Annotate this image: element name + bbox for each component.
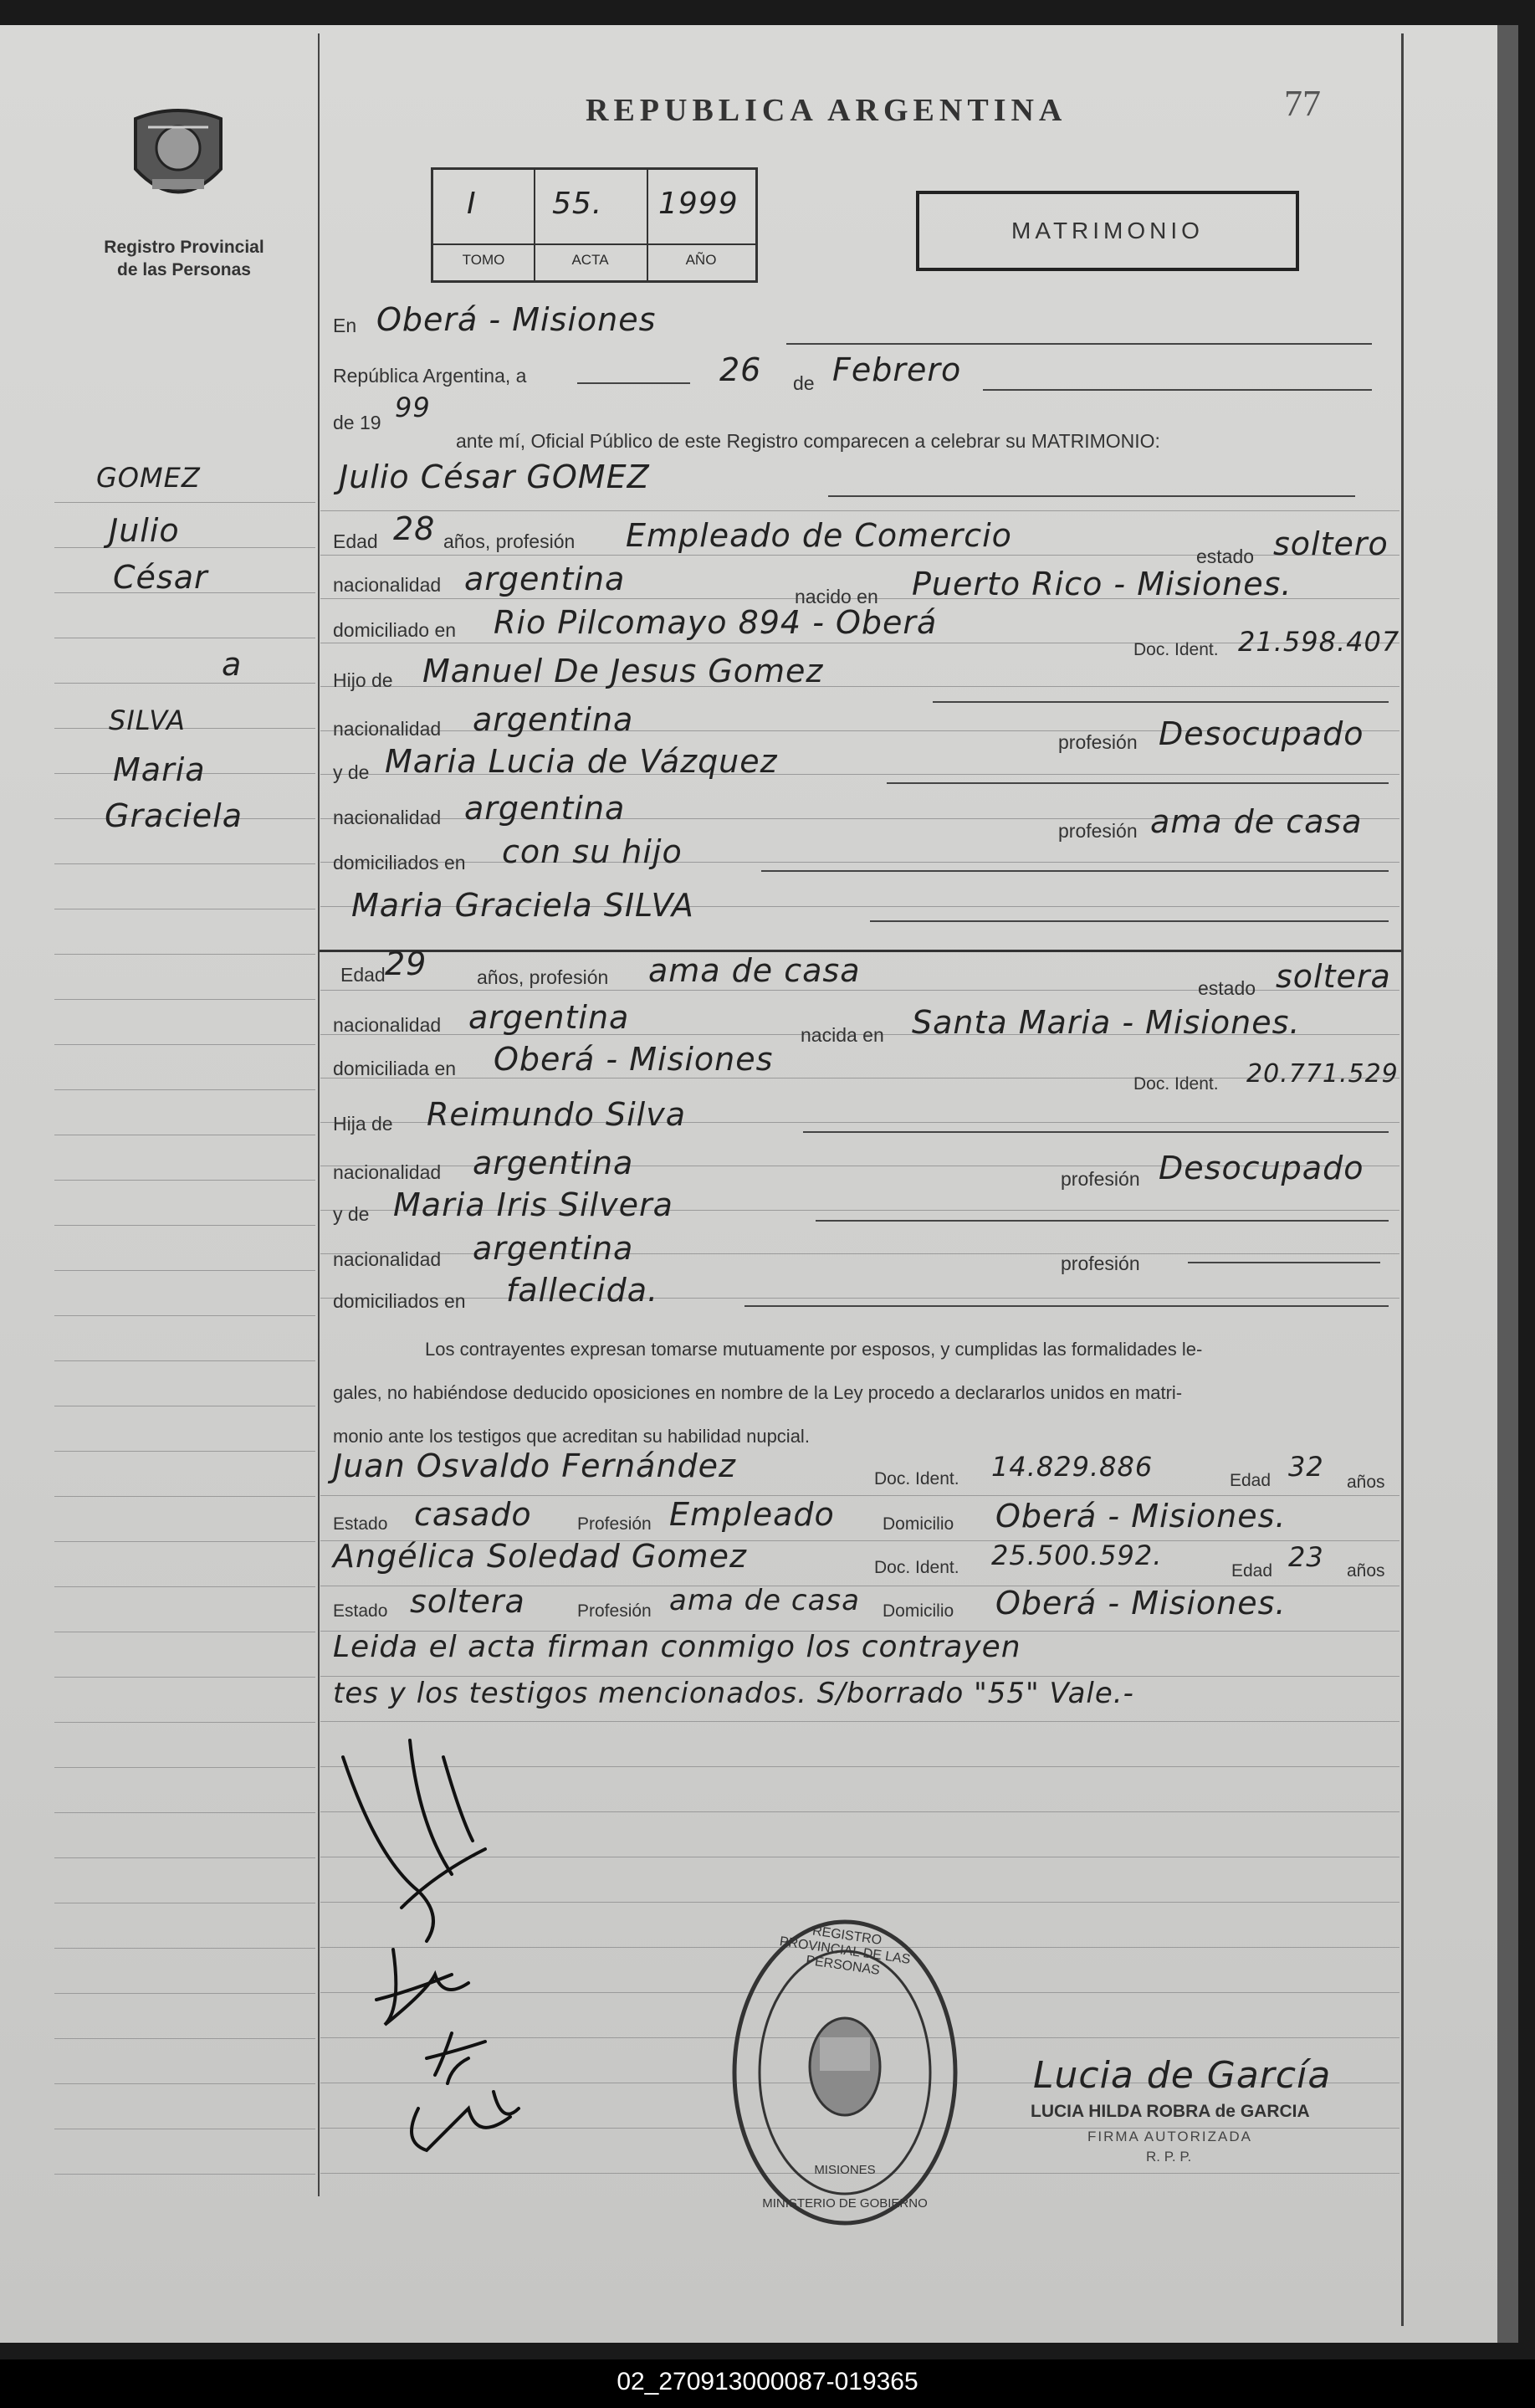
tomo-label: TOMO — [433, 243, 534, 269]
margin-rule — [54, 1812, 315, 1813]
margin-rule — [54, 1044, 315, 1045]
blank-line — [577, 382, 690, 384]
bride-mother-prof-label: profesión — [1061, 1253, 1140, 1274]
witness2-doc: 25.500.592. — [991, 1540, 1163, 1571]
margin-given2b: Graciela — [105, 797, 243, 834]
witness2-dom-label: Domicilio — [883, 1601, 954, 1621]
witness2-age: 23 — [1288, 1541, 1324, 1573]
groom-profession-label: años, profesión — [443, 530, 576, 552]
groom-father-profession: Desocupado — [1159, 715, 1364, 752]
right-border — [1401, 33, 1404, 2326]
margin-surname1: GOMEZ — [96, 462, 201, 494]
witness1-doc: 14.829.886 — [991, 1451, 1154, 1483]
witness2-anios-label: años — [1347, 1561, 1385, 1581]
margin-conj: a — [222, 646, 243, 683]
groom-nationality: argentina — [464, 561, 626, 597]
groom-father-nat-label: nacionalidad — [333, 718, 442, 740]
groom-father: Manuel De Jesus Gomez — [422, 653, 824, 689]
record-id-box — [431, 167, 758, 283]
bride-mother-nationality: argentina — [473, 1230, 634, 1267]
bride-status: soltera — [1276, 958, 1391, 995]
month: Febrero — [832, 351, 962, 388]
margin-given1b: César — [113, 559, 208, 596]
declaration-line1: Los contrayentes expresan tomarse mutuamente por esposos, y cumplidas las formalidades le- — [425, 1339, 1203, 1360]
bride-nacida-label: nacida en — [801, 1024, 884, 1046]
statement: ante mí, Oficial Público de este Registro comparecen a celebrar su MATRIMONIO: — [456, 430, 1160, 452]
margin-rule — [54, 1677, 315, 1678]
margin-rule — [54, 1948, 315, 1949]
groom-dom-label: domiciliado en — [333, 619, 457, 641]
book-edge — [1497, 25, 1518, 2343]
margin-rule — [54, 1496, 315, 1497]
groom-profession: Empleado de Comercio — [626, 517, 1012, 554]
groom-birthplace: Puerto Rico - Misiones. — [912, 566, 1292, 602]
bride-mother-nat-label: nacionalidad — [333, 1248, 442, 1270]
margin-rule — [54, 863, 315, 864]
groom-mother-prof-label: profesión — [1058, 820, 1138, 842]
registry-label: Registro Provincial de las Personas — [104, 238, 264, 279]
blank-line — [761, 870, 1389, 872]
margin-rule — [54, 1722, 315, 1723]
ruled-line — [320, 1721, 1399, 1722]
margin-rule — [54, 1089, 315, 1090]
groom-nat-label: nacionalidad — [333, 574, 442, 596]
witness1-edad-label: Edad — [1230, 1471, 1271, 1490]
groom-status: soltero — [1273, 525, 1389, 562]
groom-hijo-label: Hijo de — [333, 669, 393, 691]
bride-father-nat-label: nacionalidad — [333, 1161, 442, 1183]
witness2-address: Oberá - Misiones. — [995, 1585, 1287, 1622]
blank-line — [786, 343, 1372, 345]
witness2-edad-label: Edad — [1231, 1561, 1273, 1581]
seal-inner-text: MISIONES — [814, 2163, 876, 2177]
margin-rule — [54, 547, 315, 548]
margin-rule — [54, 1225, 315, 1226]
bride-profession: ama de casa — [648, 952, 861, 989]
bride-doc-label: Doc. Ident. — [1133, 1074, 1219, 1094]
margin-surname2: SILVA — [109, 704, 186, 736]
margin-rule — [54, 1857, 315, 1858]
witness1-name: Juan Osvaldo Fernández — [333, 1447, 736, 1484]
tomo-value: I — [467, 187, 477, 221]
official-signature: Lucia de García — [1033, 2054, 1332, 2097]
groom-mother-profession: ama de casa — [1150, 803, 1363, 840]
margin-rule — [54, 1270, 315, 1271]
bride-nat-label: nacionalidad — [333, 1014, 442, 1036]
bride-birthplace: Santa Maria - Misiones. — [912, 1004, 1301, 1041]
bride-address: Oberá - Misiones — [494, 1041, 774, 1078]
groom-parents-dom-label: domiciliados en — [333, 852, 466, 874]
witness1-prof-label: Profesión — [577, 1514, 652, 1534]
bride-estado-label: estado — [1198, 977, 1256, 999]
ruled-line — [320, 862, 1399, 863]
year-prefix: de 19 — [333, 412, 381, 433]
acta-cell — [534, 170, 648, 280]
blank-line — [983, 389, 1372, 391]
bride-father-profession: Desocupado — [1159, 1150, 1364, 1186]
bride-nationality: argentina — [468, 999, 630, 1036]
acta-label: ACTA — [534, 243, 647, 269]
en-label: En — [333, 315, 357, 336]
ano-label: AÑO — [647, 243, 755, 269]
groom-address: Rio Pilcomayo 894 - Oberá — [494, 604, 938, 641]
witness1-profession: Empleado — [669, 1496, 835, 1533]
ano-cell — [647, 170, 755, 280]
margin-rule — [54, 1586, 315, 1587]
bride-yde-label: y de — [333, 1203, 370, 1225]
groom-nacido-label: nacido en — [795, 586, 878, 607]
groom-doc: 21.598.407 — [1238, 626, 1400, 658]
witness2-estado-label: Estado — [333, 1601, 388, 1621]
de-label: de — [793, 372, 815, 394]
witness1-doc-label: Doc. Ident. — [874, 1469, 959, 1488]
margin-rule — [54, 1315, 315, 1316]
groom-mother-nat-label: nacionalidad — [333, 807, 442, 828]
day: 26 — [719, 351, 762, 388]
tomo-cell — [433, 170, 535, 280]
seal-ring-text: REGISTRO PROVINCIAL DE LAS PERSONAS — [778, 1924, 912, 1978]
groom-doc-label: Doc. Ident. — [1133, 640, 1219, 659]
official-org: R. P. P. — [1146, 2149, 1192, 2165]
groom-father-nationality: argentina — [473, 701, 634, 738]
witness1-dom-label: Domicilio — [883, 1514, 954, 1534]
ruled-line — [320, 1298, 1399, 1299]
margin-rule — [54, 1451, 315, 1452]
blank-line — [744, 1305, 1389, 1307]
groom-mother: Maria Lucia de Vázquez — [385, 743, 778, 780]
party-signatures — [326, 1724, 544, 2175]
margin-rule — [54, 683, 315, 684]
year-suffix: 99 — [395, 392, 431, 423]
margin-rule — [54, 2083, 315, 2084]
declaration-line2: gales, no habiéndose deducido oposiciones en nombre de la Ley procedo a declararlos unidos en matri- — [333, 1382, 1183, 1403]
bride-full-name: Maria Graciela SILVA — [351, 887, 694, 924]
bride-father: Reimundo Silva — [427, 1096, 686, 1133]
seal-bottom-text: MINISTERIO DE GOBIERNO — [762, 2196, 928, 2211]
groom-mother-nationality: argentina — [464, 790, 626, 827]
blank-line — [870, 920, 1389, 922]
margin-rule — [54, 1541, 315, 1542]
witness1-anios-label: años — [1347, 1473, 1385, 1492]
margin-rule — [54, 1767, 315, 1768]
official-name: LUCIA HILDA ROBRA de GARCIA — [1031, 2102, 1310, 2121]
republica-label: República Argentina, a — [333, 365, 527, 387]
bride-mother: Maria Iris Silvera — [393, 1186, 673, 1223]
bride-father-nationality: argentina — [473, 1145, 634, 1181]
acta-value: 55. — [552, 187, 603, 221]
image-id: 02_270913000087-019365 — [617, 2368, 918, 2395]
margin-rule — [54, 1180, 315, 1181]
bride-edad-label: Edad — [340, 964, 386, 986]
blank-line — [828, 495, 1355, 497]
witness2-name: Angélica Soledad Gomez — [333, 1538, 747, 1575]
bride-profession-label: años, profesión — [477, 966, 609, 988]
ruled-line — [320, 510, 1399, 511]
groom-full-name: Julio César GOMEZ — [339, 459, 650, 495]
margin-rule — [54, 502, 315, 503]
ano-value: 1999 — [658, 187, 739, 221]
witness1-estado-label: Estado — [333, 1514, 388, 1534]
margin-rule — [54, 2038, 315, 2039]
witness1-age: 32 — [1288, 1451, 1324, 1483]
groom-yde-label: y de — [333, 761, 370, 783]
country-title: REPUBLICA ARGENTINA — [586, 93, 1067, 128]
record-type-box: MATRIMONIO — [916, 191, 1299, 271]
blank-line — [816, 1220, 1389, 1222]
bride-doc: 20.771.529 — [1246, 1059, 1399, 1089]
closing-line1: Leida el acta firman conmigo los contrayen — [333, 1630, 1021, 1664]
bride-parents-address: fallecida. — [506, 1272, 659, 1309]
groom-parents-address: con su hijo — [502, 833, 683, 870]
bride-age: 29 — [385, 945, 427, 982]
declaration-line3: monio ante los testigos que acreditan su habilidad nupcial. — [333, 1426, 810, 1447]
bride-father-prof-label: profesión — [1061, 1168, 1140, 1190]
witness2-doc-label: Doc. Ident. — [874, 1558, 959, 1577]
margin-rule — [54, 2174, 315, 2175]
margin-given2a: Maria — [113, 751, 206, 788]
groom-edad-label: Edad — [333, 530, 378, 552]
official-seal — [728, 1912, 962, 2234]
official-title: FIRMA AUTORIZADA — [1087, 2129, 1252, 2144]
bride-dom-label: domiciliada en — [333, 1058, 457, 1079]
margin-given1a: Julio — [109, 512, 180, 549]
blank-line — [803, 1131, 1389, 1133]
blank-line — [1188, 1262, 1380, 1263]
margin-rule — [54, 1360, 315, 1361]
witness2-profession: ama de casa — [669, 1584, 860, 1617]
groom-father-prof-label: profesión — [1058, 731, 1138, 753]
margin-divider — [318, 33, 320, 2196]
witness1-status: casado — [414, 1496, 532, 1533]
witness1-address: Oberá - Misiones. — [995, 1498, 1287, 1534]
witness2-prof-label: Profesión — [577, 1601, 652, 1621]
witness2-status: soltera — [410, 1583, 525, 1620]
margin-rule — [54, 954, 315, 955]
place: Oberá - Misiones — [376, 301, 657, 338]
groom-age: 28 — [393, 510, 436, 547]
blank-line — [933, 701, 1389, 703]
page-number: 77 — [1284, 83, 1321, 124]
closing-line2: tes y los testigos mencionados. S/borrado "55" Vale.- — [333, 1677, 1134, 1710]
margin-rule — [54, 1993, 315, 1994]
bride-hija-label: Hija de — [333, 1113, 393, 1135]
blank-line — [887, 782, 1389, 784]
province-emblem-icon — [127, 102, 229, 215]
groom-estado-label: estado — [1196, 546, 1255, 567]
margin-rule — [54, 999, 315, 1000]
bride-parents-dom-label: domiciliados en — [333, 1290, 466, 1312]
